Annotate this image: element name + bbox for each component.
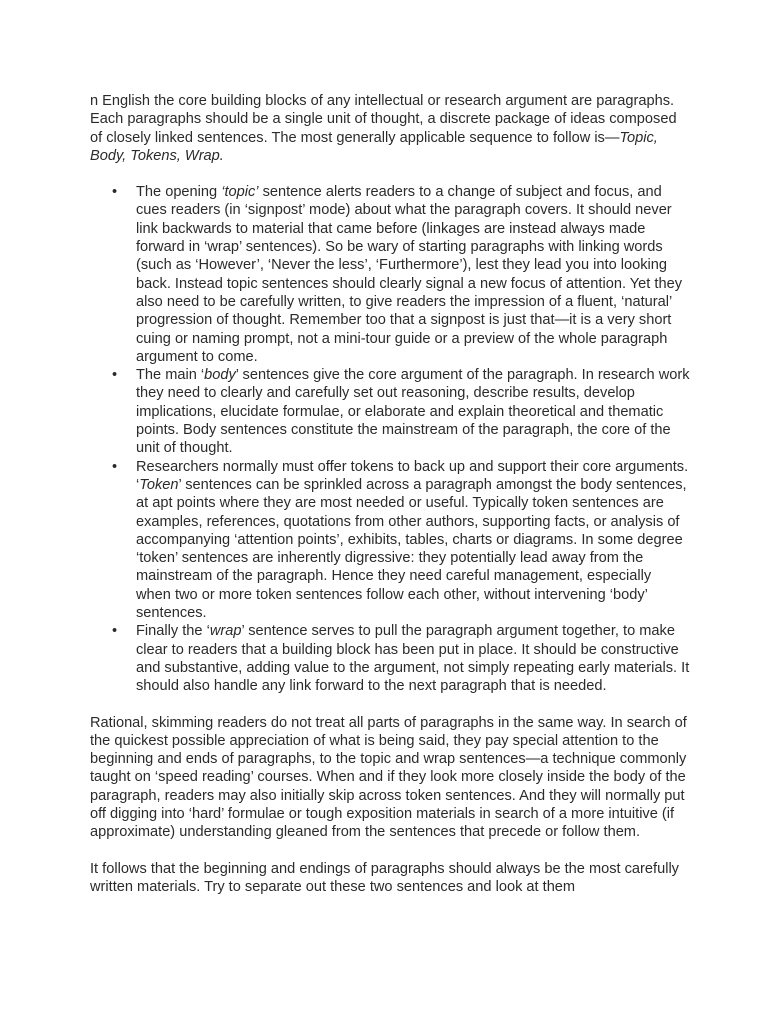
bullet-emphasis: body xyxy=(204,367,236,384)
bullet-post: ’ sentence serves to pull the paragraph argument together, to make clear to readers that a building block has been put in place. It should be constructive and substantive, adding value to the argument, not simply repeating early materials. It should also handle any link forward to the next paragraph that is needed. xyxy=(136,623,690,695)
rational-paragraph: Rational, skimming readers do not treat all parts of paragraphs in the same way. In search of the quickest possible appreciation of what is being said, they pay special attention to the beginning and ends of paragraphs, to the topic and wrap sentences—a technique commonly taught on ‘speed reading’ courses. When and if they look more closely inside the body of the paragraph, readers may also initially skip across token sentences. And they will normally put off digging into ‘hard’ formulae or tough exposition materials in search of a more intuitive (if approximate) understanding gleaned from the sentences that precede or follow them. xyxy=(90,714,687,841)
bullet-pre: Researchers normally must offer tokens to back up and support their core arguments. ‘ xyxy=(136,458,689,493)
bullet-emphasis: Token xyxy=(139,476,179,493)
follows-paragraph: It follows that the beginning and endings of paragraphs should always be the most carefully written materials. Try to separate out these two sentences and look at them xyxy=(90,860,679,895)
bullet-list xyxy=(90,183,690,695)
bullet-item-body xyxy=(90,366,690,457)
document-page xyxy=(90,92,690,896)
intro-emphasis: Topic, Body, Tokens, Wrap. xyxy=(90,129,658,164)
bullet-emphasis: ‘topic’ xyxy=(221,184,259,201)
bullet-dot-icon: • xyxy=(112,367,118,384)
bullet-dot-icon: • xyxy=(112,184,118,201)
bullet-dot-icon: • xyxy=(112,623,118,640)
bullet-item-token xyxy=(90,458,690,623)
bullet-pre: The opening xyxy=(136,184,222,201)
intro-text: n English the core building blocks of any intellectual or research argument are paragraphs. Each paragraphs should be a single unit of thought, a discrete package of ideas composed of closely linked sentences. The most generally applicable sequence to follow is— xyxy=(90,93,677,146)
intro-paragraph xyxy=(90,92,690,165)
bullet-post: sentence alerts readers to a change of subject and focus, and cues readers (in ‘signpost’ mode) about what the paragraph covers. It should never link backwards to material that came before (linkages are instead always made forward in ‘wrap’ sentences). So be wary of starting paragraphs with linking words (such as ‘However’, ‘Never the less’, ‘Furthermore’), lest they lead you into looking back. Instead topic sentences should clearly signal a new focus of attention. Yet they also need to be carefully written, to give readers the impression of a fluent, ‘natural’ progression of thought. Remember too that a signpost is just that—it is a very short cuing or naming prompt, not a mini-tour guide or a preview of the whole paragraph argument to come. xyxy=(136,184,682,365)
bullet-post: ’ sentences can be sprinkled across a paragraph amongst the body sentences, at apt points where they are most needed or useful. Typically token sentences are examples, references, quotations from other authors, supporting facts, or analysis of accompanying ‘attention points’, exhibits, tables, charts or diagrams. In some degree ‘token’ sentences are inherently digressive: they potentially lead away from the mainstream of the paragraph. Hence they need careful management, especially when two or more token sentences follow each other, without intervening ‘body’ sentences. xyxy=(136,476,687,622)
bullet-emphasis: wrap xyxy=(209,623,242,640)
bullet-pre: Finally the ‘ xyxy=(136,623,210,640)
bullet-post: ’ sentences give the core argument of the paragraph. In research work they need to clearly and carefully set out reasoning, describe results, develop implications, elucidate formulae, or elaborate and explain theoretical and thematic points. Body sentences constitute the mainstream of the paragraph, the core of the unit of thought. xyxy=(136,367,690,457)
bullet-dot-icon: • xyxy=(112,458,118,475)
bullet-item-topic xyxy=(90,183,690,366)
bullet-pre: The main ‘ xyxy=(136,367,205,384)
bullet-item-wrap xyxy=(90,622,690,695)
